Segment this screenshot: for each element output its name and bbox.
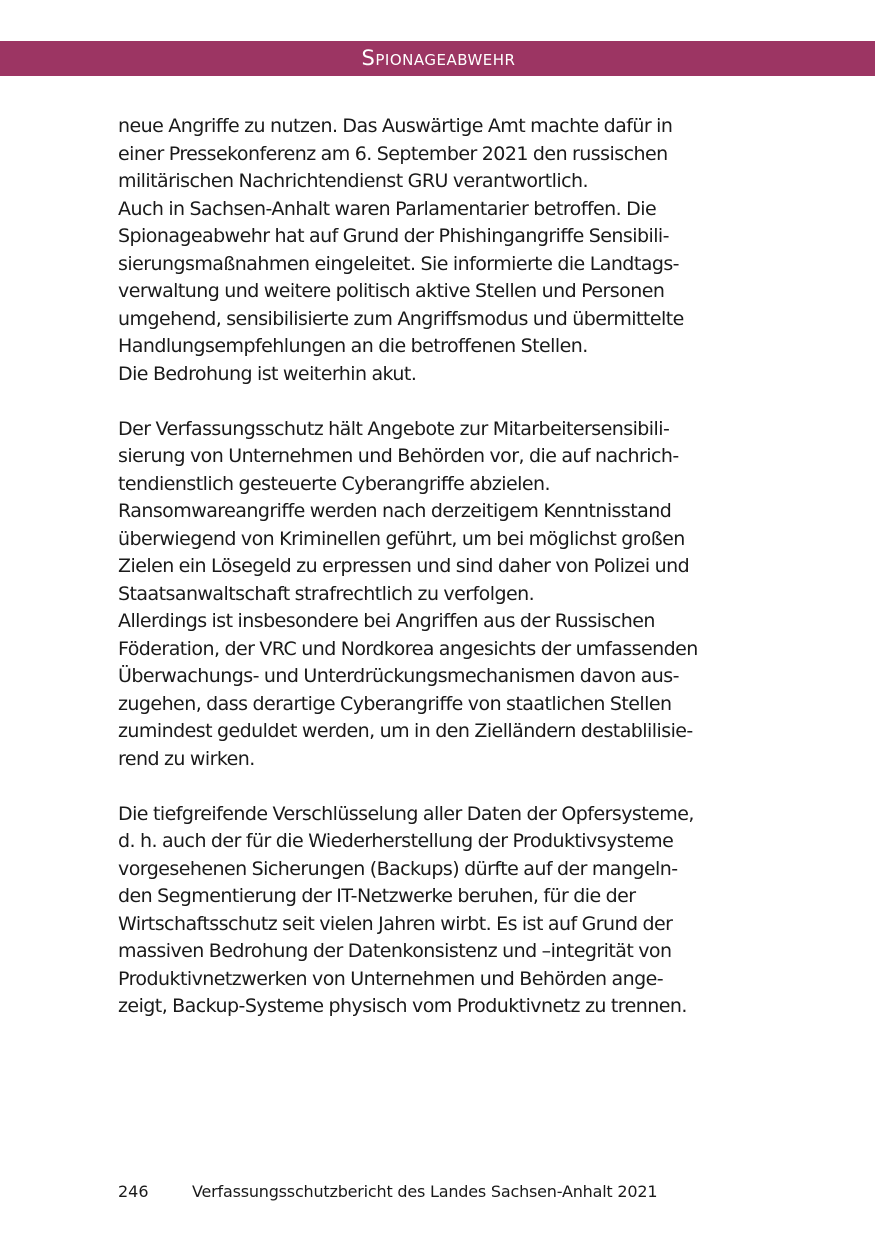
text-line: einer Pressekonferenz am 6. September 2021 den russischen — [118, 142, 668, 165]
text-line: Produktivnetzwerken von Unternehmen und Behörden ange- — [118, 967, 664, 990]
text-line: den Segmentierung der IT-Netzwerke beruhen, für die der — [118, 885, 636, 907]
page-footer — [118, 1181, 657, 1203]
page-number: 246 — [118, 1182, 149, 1201]
text-line: Die Bedrohung ist weiterhin akut. — [118, 362, 417, 385]
text-line: tendienstlich gesteuerte Cyberangriffe abzielen. — [118, 472, 551, 495]
body-text — [118, 113, 768, 1048]
text-line: rend zu wirken. — [118, 747, 255, 770]
text-line: Handlungsempfehlungen an die betroffenen Stellen. — [118, 335, 588, 357]
text-line: Der Verfassungsschutz hält Angebote zur Mitarbeitersensibili- — [118, 417, 670, 440]
paragraph-phishing-response — [118, 113, 768, 388]
text-line: Überwachungs- und Unterdrückungsmechanismen davon aus- — [118, 665, 679, 687]
text-line: sierungsmaßnahmen eingeleitet. Sie informierte die Landtags- — [118, 252, 679, 275]
text-line: d. h. auch der für die Wiederherstellung der Produktivsysteme — [118, 830, 674, 852]
text-line: militärischen Nachrichtendienst GRU verantwortlich. — [118, 170, 588, 192]
footer-title: Verfassungsschutzbericht des Landes Sachsen-Anhalt 2021 — [192, 1182, 658, 1201]
text-line: Die tiefgreifende Verschlüsselung aller Daten der Opfersysteme, — [118, 802, 694, 825]
text-line: Zielen ein Lösegeld zu erpressen und sind daher von Polizei und — [118, 555, 690, 577]
text-line: vorgesehenen Sicherungen (Backups) dürfte auf der mangeln- — [118, 857, 678, 880]
text-line: umgehend, sensibilisierte zum Angriffsmodus und übermittelte — [118, 307, 684, 330]
text-line: Föderation, der VRC und Nordkorea angesichts der umfassenden — [118, 637, 698, 660]
section-header-band — [0, 41, 875, 76]
text-line: überwiegend von Kriminellen geführt, um bei möglichst großen — [118, 527, 685, 550]
text-line: neue Angriffe zu nutzen. Das Auswärtige Amt machte dafür in — [118, 115, 673, 137]
text-line: massiven Bedrohung der Datenkonsistenz und –integrität von — [118, 940, 672, 962]
text-line: Spionageabwehr hat auf Grund der Phishingangriffe Sensibili- — [118, 225, 669, 247]
text-line: Wirtschaftsschutz seit vielen Jahren wirbt. Es ist auf Grund der — [118, 912, 673, 935]
text-line: zeigt, Backup-Systeme physisch vom Produktivnetz zu trennen. — [118, 995, 687, 1017]
text-line: sierung von Unternehmen und Behörden vor, die auf nachrich- — [118, 445, 679, 467]
paragraph-ransomware — [118, 416, 768, 774]
text-line: verwaltung und weitere politisch aktive Stellen und Personen — [118, 280, 665, 302]
text-line: Allerdings ist insbesondere bei Angriffen aus der Russischen — [118, 610, 655, 632]
paragraph-encryption-backups — [118, 801, 768, 1021]
text-line: Staatsanwaltschaft strafrechtlich zu verfolgen. — [118, 582, 535, 605]
section-title: Spionageabwehr — [361, 46, 516, 70]
text-line: zumindest geduldet werden, um in den Zielländern destablilisie- — [118, 720, 693, 742]
text-line: Ransomwareangriffe werden nach derzeitigem Kenntnisstand — [118, 500, 672, 522]
text-line: zugehen, dass derartige Cyberangriffe von staatlichen Stellen — [118, 692, 672, 715]
text-line: Auch in Sachsen-Anhalt waren Parlamentarier betroffen. Die — [118, 197, 657, 220]
